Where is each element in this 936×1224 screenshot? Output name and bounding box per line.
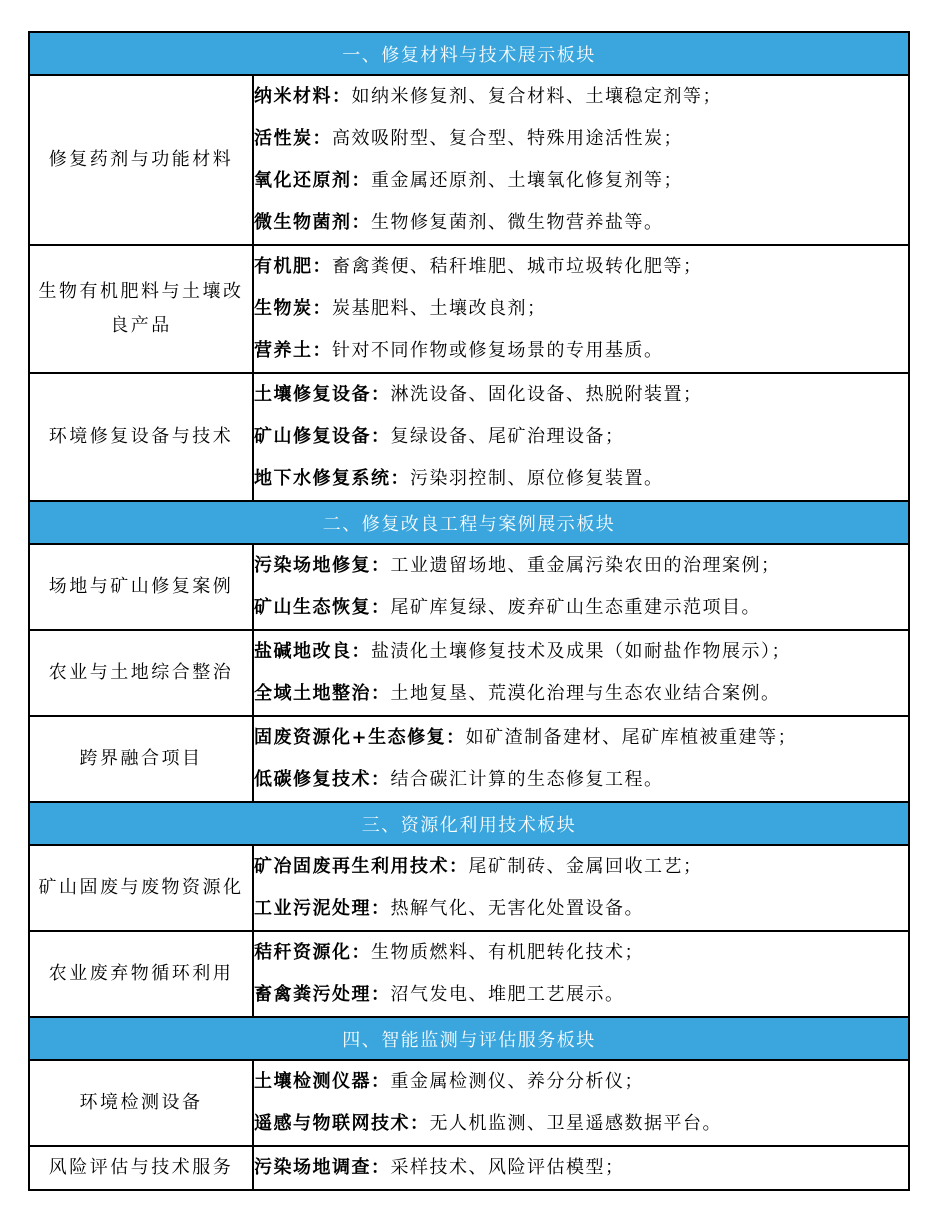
item-term: 有机肥： [254,256,332,277]
table-row [29,931,909,1017]
item-term: 矿冶固废再生利用技术： [254,856,469,877]
table-row [29,75,909,245]
section-header [29,501,909,544]
item-term: 营养土： [254,340,332,361]
list-item [254,673,908,715]
item-desc: 重金属还原剂、土壤氧化修复剂等； [371,170,683,191]
items-cell [253,245,909,373]
item-desc: 针对不同作物或修复场景的专用基质。 [332,340,664,361]
item-desc: 热解气化、无害化处置设备。 [390,898,644,919]
list-item [254,160,908,202]
item-term: 秸秆资源化： [254,942,371,963]
section-header [29,1017,909,1060]
table-row [29,1146,909,1190]
exhibition-table [28,31,910,1191]
item-term: 地下水修复系统： [254,468,410,489]
item-term: 土壤修复设备： [254,384,391,405]
items-cell [253,931,909,1017]
items-cell [253,75,909,245]
list-item [254,545,908,587]
item-term: 畜禽粪污处理： [254,984,391,1005]
list-item [254,932,908,974]
list-item [254,330,908,372]
list-item [254,846,908,888]
item-desc: 土地复垦、荒漠化治理与生态农业结合案例。 [390,683,781,704]
item-desc: 炭基肥料、土壤改良剂； [332,298,547,319]
items-cell [253,845,909,931]
list-item [254,974,908,1016]
items-cell [253,544,909,630]
category-cell: 跨界融合项目 [29,716,253,802]
item-desc: 如矿渣制备建材、尾矿库植被重建等； [465,727,798,748]
item-term: 固废资源化+生态修复： [254,727,466,748]
item-term: 遥感与物联网技术： [254,1113,430,1134]
item-desc: 如纳米修复剂、复合材料、土壤稳定剂等； [351,86,722,107]
items-cell [253,630,909,716]
list-item [254,759,908,801]
items-cell [253,716,909,802]
item-desc: 结合碳汇计算的生态修复工程。 [390,769,664,790]
item-desc: 污染羽控制、原位修复装置。 [410,468,664,489]
item-desc: 高效吸附型、复合型、特殊用途活性炭； [332,128,683,149]
category-cell: 环境检测设备 [29,1060,253,1146]
items-cell [253,1146,909,1190]
category-cell: 农业与土地综合整治 [29,630,253,716]
table-row [29,630,909,716]
item-desc: 沼气发电、堆肥工艺展示。 [390,984,625,1005]
item-desc: 盐渍化土壤修复技术及成果（如耐盐作物展示）； [371,641,791,662]
list-item [254,416,908,458]
category-cell: 场地与矿山修复案例 [29,544,253,630]
item-desc: 尾矿制砖、金属回收工艺； [468,856,703,877]
item-term: 污染场地调查： [254,1157,391,1178]
category-cell: 环境修复设备与技术 [29,373,253,501]
list-item [254,76,908,118]
item-term: 土壤检测仪器： [254,1071,391,1092]
items-cell [253,1060,909,1146]
list-item [254,587,908,629]
category-cell: 修复药剂与功能材料 [29,75,253,245]
list-item [254,202,908,244]
table-row [29,373,909,501]
item-term: 工业污泥处理： [254,898,391,919]
list-item [254,1061,908,1103]
item-term: 氧化还原剂： [254,170,371,191]
list-item [254,717,908,759]
item-desc: 畜禽粪便、秸秆堆肥、城市垃圾转化肥等； [332,256,703,277]
table-row [29,1060,909,1146]
items-cell [253,373,909,501]
table-row [29,544,909,630]
item-term: 污染场地修复： [254,555,391,576]
item-term: 矿山修复设备： [254,426,391,447]
table-row [29,845,909,931]
item-desc: 采样技术、风险评估模型； [390,1157,625,1178]
section-title: 一、修复材料与技术展示板块 [29,32,909,75]
item-desc: 淋洗设备、固化设备、热脱附装置； [390,384,703,405]
item-desc: 尾矿库复绿、废弃矿山生态重建示范项目。 [390,597,761,618]
item-desc: 重金属检测仪、养分分析仪； [390,1071,644,1092]
item-term: 全域土地整治： [254,683,391,704]
item-desc: 复绿设备、尾矿治理设备； [390,426,625,447]
list-item [254,374,908,416]
category-cell: 风险评估与技术服务 [29,1146,253,1190]
item-term: 微生物菌剂： [254,212,371,233]
item-desc: 生物质燃料、有机肥转化技术； [371,942,644,963]
category-cell: 生物有机肥料与土壤改良产品 [29,245,253,373]
section-header [29,32,909,75]
section-title: 四、智能监测与评估服务板块 [29,1017,909,1060]
table-row [29,716,909,802]
list-item [254,118,908,160]
table-row [29,245,909,373]
list-item [254,288,908,330]
item-term: 矿山生态恢复： [254,597,391,618]
item-desc: 工业遗留场地、重金属污染农田的治理案例； [390,555,781,576]
item-term: 低碳修复技术： [254,769,391,790]
list-item [254,246,908,288]
section-title: 二、修复改良工程与案例展示板块 [29,501,909,544]
item-desc: 无人机监测、卫星遥感数据平台。 [429,1113,722,1134]
category-cell: 农业废弃物循环利用 [29,931,253,1017]
item-term: 纳米材料： [254,86,352,107]
item-desc: 生物修复菌剂、微生物营养盐等。 [371,212,664,233]
table-body [29,32,909,1190]
list-item [254,888,908,930]
list-item [254,1147,908,1189]
category-cell: 矿山固废与废物资源化 [29,845,253,931]
list-item [254,1103,908,1145]
section-title: 三、资源化利用技术板块 [29,802,909,845]
section-header [29,802,909,845]
item-term: 盐碱地改良： [254,641,371,662]
item-term: 生物炭： [254,298,332,319]
list-item [254,458,908,500]
list-item [254,631,908,673]
item-term: 活性炭： [254,128,332,149]
